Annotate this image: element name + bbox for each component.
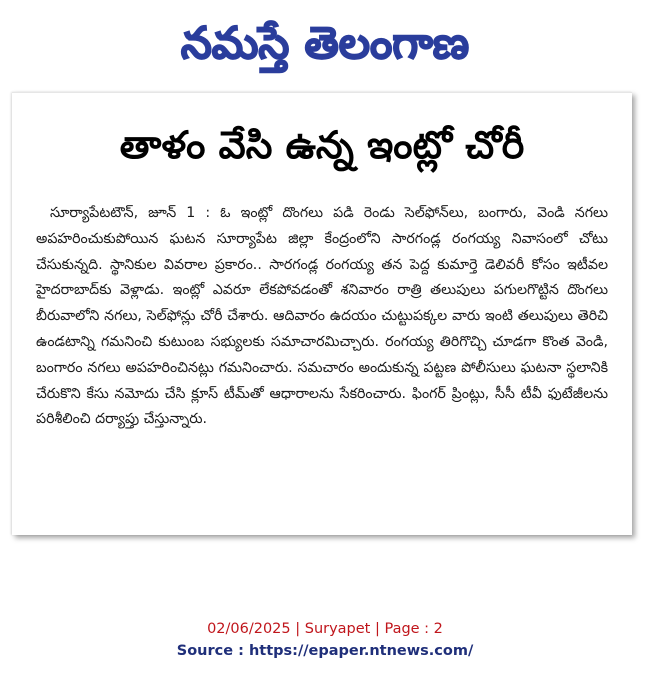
masthead-title: నమస్తే తెలంగాణ <box>180 18 470 69</box>
news-clipping <box>12 92 632 535</box>
article-body: సూర్యాపేటటౌన్, జూన్ 1 : ఓ ఇంట్లో దొంగలు పడి రెండు సెల్‌ఫోన్‌లు, బంగారు, వెండి నగలు అపహరించుకుపోయిన ఘటన సూర్యాపేట జిల్లా కేంద్రంలోని సారగండ్ల రంగయ్య నివాసంలో చోటు చేసుకున్నది. స్థానికుల వివరాల ప్రకారం.. సారగండ్ల రంగయ్య తన పెద్ద కుమార్తె డెలివరీ కోసం ఇటీవల హైదరాబాద్‌కు వెళ్లాడు. ఇంట్లో ఎవరూ లేకపోవడంతో శనివారం రాత్రి తలుపులు పగులగొట్టిన దొంగలు బీరువాలోని నగలు, సెల్‌ఫోన్లు చోరీ చేశారు. ఆదివారం ఉదయం చుట్టుపక్కల వారు ఇంటి తలుపులు తెరిచి ఉండటాన్ని గమనించి కుటుంబ సభ్యులకు సమాచారమిచ్చారు. రంగయ్య తిరిగొచ్చి చూడగా కొంత వెండి, బంగారం నగలు అపహరించినట్లు గమనించారు. సమచారం అందుకున్న పట్టణ పోలీసులు ఘటనా స్థలానికి చేరుకొని కేసు నమోదు చేసి క్లూస్ టీమ్‌తో ఆధారాలను సేకరించారు. ఫింగర్ ప్రింట్లు, సీసీ టీవీ ఫుటేజీలను పరిశీలించి దర్యాప్తు చేస్తున్నారు. <box>36 205 608 428</box>
footer <box>0 618 650 662</box>
masthead <box>0 0 650 82</box>
article-headline: తాళం వేసి ఉన్న ఇంట్లో చోరీ <box>119 123 525 167</box>
edition-info: 02/06/2025 | Suryapet | Page : 2 <box>207 621 443 637</box>
masthead-logo <box>115 4 535 78</box>
source-link[interactable]: Source : https://epaper.ntnews.com/ <box>176 643 474 659</box>
